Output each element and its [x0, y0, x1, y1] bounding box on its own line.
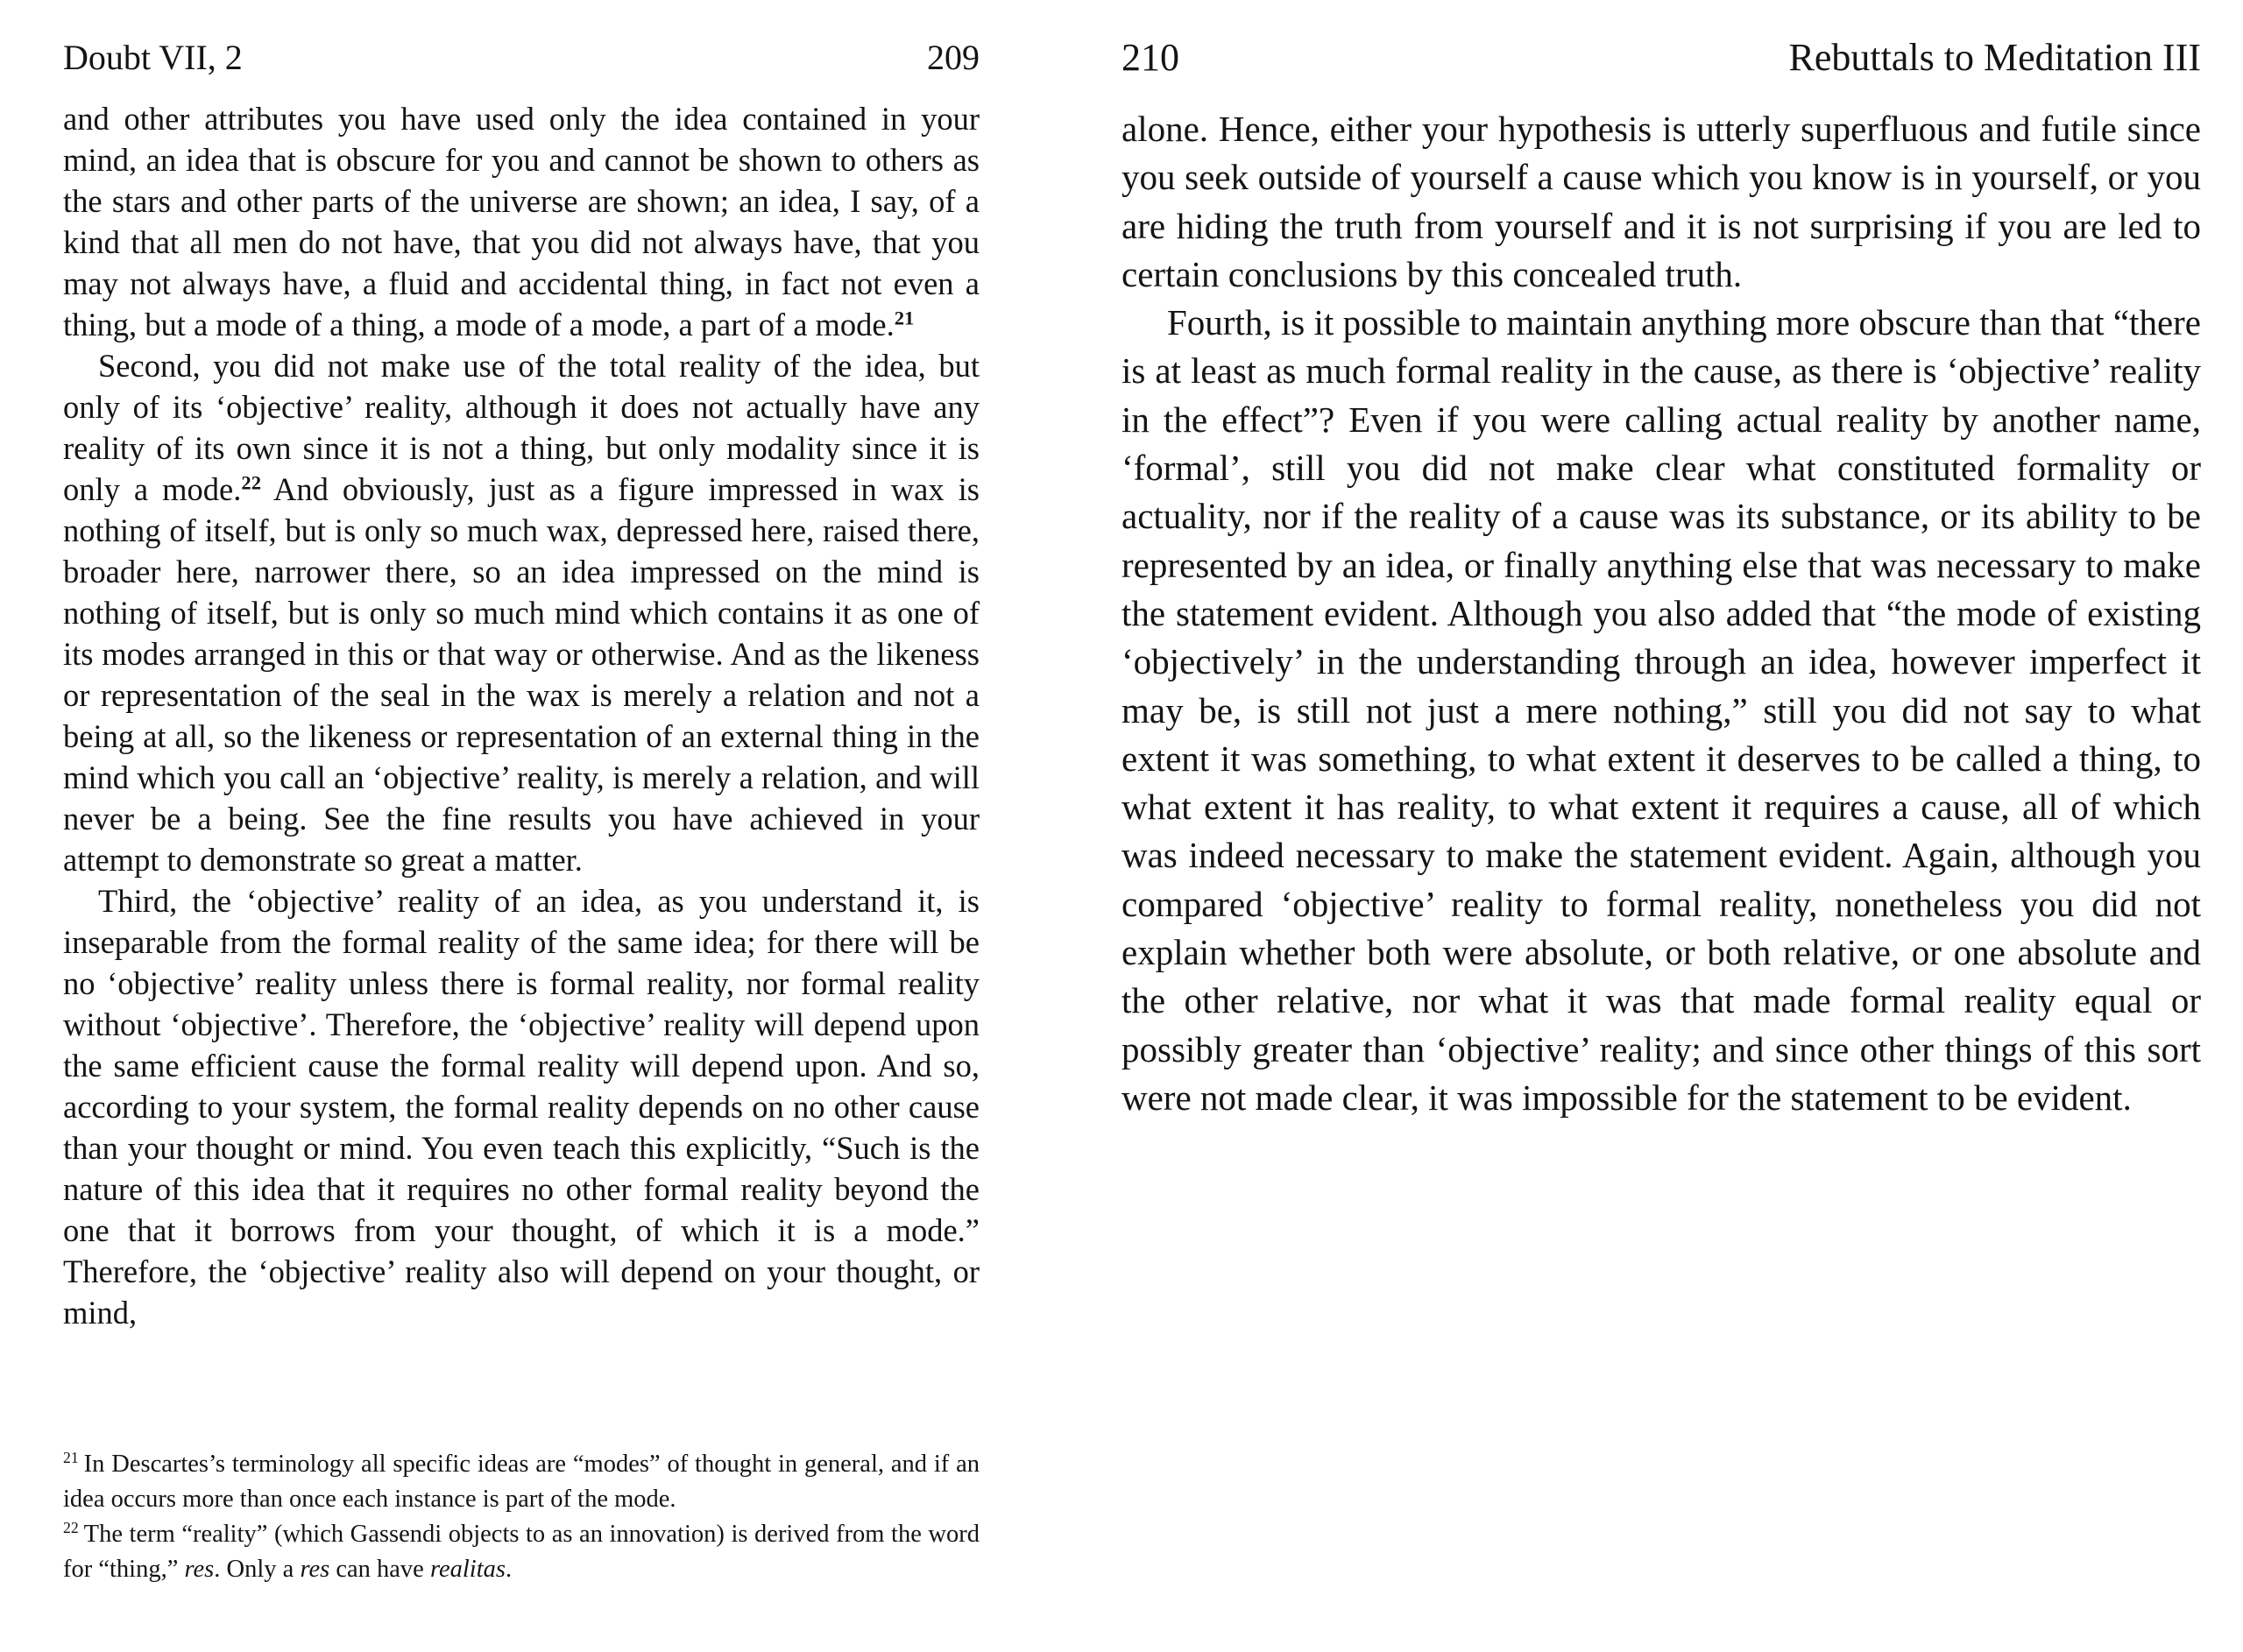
footnote-italic: res	[184, 1556, 215, 1583]
left-page-number: 209	[927, 38, 980, 77]
right-body-text	[1122, 105, 2201, 1122]
paragraph-text: Second, you did not make use of the total reality of the idea, but only of its ‘objective’ reality, although it does not actually have any reality of its own since it is not a thing, but only modality since it is only a mode.	[63, 348, 980, 507]
footnote-text: . Only a	[214, 1556, 294, 1583]
left-running-head	[63, 33, 980, 82]
footnote-italic: realitas	[429, 1556, 506, 1583]
right-paragraph-2: Fourth, is it possible to maintain anything more obscure than that “there is at least as much formal reality in the cause, as there is ‘objective’ reality in the effect”? Even if you were calling actual reality by another name, ‘formal’, still you did not make clear what constituted formality or actuality, nor if the reality of a cause was its substance, or its ability to be represented by an idea, or finally anything else that was necessary to make the statement evident. Although you also added that “the mode of existing ‘objectively’ in the understanding through an idea, however imperfect it may be, is still not just a mere nothing,” still you did not say to what extent it was something, to what extent it deserves to be called a thing, to what extent it has reality, to what extent it requires a cause, all of which was indeed necessary to make the statement evident. Again, although you compared ‘objective’ reality to formal reality, nonetheless you did not explain whether both were absolute, or both relative, or one absolute and the other relative, nor what it was that made formal reality equal or possibly greater than ‘objective’ reality; and since other things of this sort were not made clear, it was impossible for the statement to be evident.	[1122, 302, 2201, 1118]
footnote-22	[63, 1517, 980, 1587]
left-body-text	[63, 98, 980, 1333]
footnote-number: 22	[63, 1519, 79, 1537]
footnote-21	[63, 1447, 980, 1517]
left-section-title: Doubt VII, 2	[63, 38, 243, 77]
footnote-text: can have	[336, 1556, 424, 1583]
footnote-text: .	[505, 1556, 513, 1583]
footnotes	[63, 1447, 980, 1587]
paragraph-text: Third, the ‘objective’ reality of an idea, as you understand it, is inseparable from the formal reality of the same idea; for there will be no ‘objective’ reality unless there is formal reality, nor formal reality without ‘objective’. Therefore, the ‘objective’ reality will depend upon the same efficient cause the formal reality will depend upon. And so, according to your system, the formal reality depends on no other cause than your thought or mind. You even teach this explicitly, “Such is the nature of this idea that it requires no other formal reality beyond the one that it borrows from your thought, of which it is a mode.” Therefore, the ‘objective’ reality also will depend on your thought, or mind,	[63, 883, 980, 1331]
left-paragraph-3	[63, 880, 980, 1333]
right-paragraph-1: alone. Hence, either your hypothesis is utterly superfluous and futile since you seek outside of yourself a cause which you know is in yourself, or you are hiding the truth from yourself and it is not surprising if you are led to certain conclusions by this concealed truth.	[1122, 109, 2201, 294]
footnote-ref-22: 22	[241, 471, 262, 494]
right-section-title: Rebuttals to Meditation III	[1788, 36, 2201, 79]
right-page-number: 210	[1122, 36, 1179, 79]
right-running-head	[1122, 33, 2201, 82]
paragraph-text: and other attributes you have used only the idea contained in your mind, an idea that is obscure for you and cannot be shown to others as the stars and other parts of the universe are shown; an idea, I say, of a kind that all men do not have, that you did not always have, that you may not always have, a fluid and accidental thing, in fact not even a thing, but a mode of a thing, a mode of a mode, a part of a mode.	[63, 101, 980, 342]
left-page	[63, 0, 980, 1652]
right-page	[1122, 0, 2201, 1652]
footnote-text: The term “reality” (which Gassendi objects to as an innovation) is derived from the word for “thing,”	[63, 1521, 980, 1583]
footnote-italic: res	[300, 1556, 330, 1583]
footnote-ref-21: 21	[894, 307, 915, 329]
footnote-number: 21	[63, 1449, 79, 1467]
footnote-text: In Descartes’s terminology all specific ideas are “modes” of thought in general, and if an idea occurs more than once each instance is part of the mode.	[63, 1451, 980, 1513]
left-paragraph-1	[63, 98, 980, 345]
left-paragraph-2	[63, 345, 980, 880]
paragraph-text-continued: And obviously, just as a figure impressed in wax is nothing of itself, but is only so much wax, depressed here, raised there, broader here, narrower there, so an idea impressed on the mind is nothing of itself, but is only so much mind which contains it as one of its modes arranged in this or that way or otherwise. And as the likeness or representation of the seal in the wax is merely a relation and not a being at all, so the likeness or representation of an external thing in the mind which you call an ‘objective’ reality, is merely a relation, and will never be a being. See the fine results you have achieved in your attempt to demonstrate so great a matter.	[63, 471, 980, 878]
